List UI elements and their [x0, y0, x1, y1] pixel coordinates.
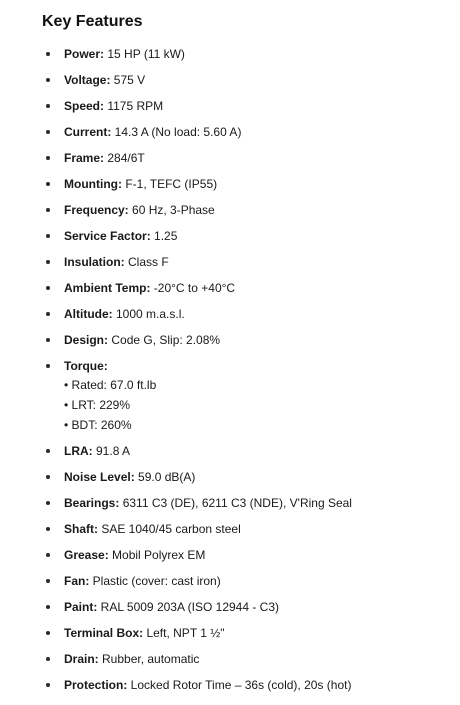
- feature-value: Class F: [124, 255, 169, 269]
- feature-item-insulation: [42, 254, 460, 270]
- torque-sub-item: • BDT: 260%: [64, 418, 132, 432]
- bullet-icon: [46, 286, 50, 290]
- feature-key: Fan:: [64, 574, 90, 588]
- feature-item-terminal-box: [42, 625, 460, 641]
- feature-item-paint: [42, 599, 460, 615]
- bullet-icon: [46, 553, 50, 557]
- bullet-icon: [46, 449, 50, 453]
- feature-value: 284/6T: [104, 151, 145, 165]
- bullet-icon: [46, 527, 50, 531]
- feature-value: 1000 m.a.s.l.: [112, 307, 185, 321]
- feature-value: Left, NPT 1 ½": [143, 626, 225, 640]
- feature-value: Mobil Polyrex EM: [108, 548, 206, 562]
- bullet-icon: [46, 130, 50, 134]
- feature-key: Drain:: [64, 652, 99, 666]
- bullet-icon: [46, 605, 50, 609]
- feature-key: Altitude:: [64, 307, 113, 321]
- feature-key: Power:: [64, 47, 105, 61]
- feature-item-current: [42, 124, 460, 140]
- feature-key: Grease:: [64, 548, 109, 562]
- feature-item-lra: [42, 443, 460, 459]
- feature-key: Frame:: [64, 151, 105, 165]
- feature-value: Locked Rotor Time – 36s (cold), 20s (hot): [127, 678, 352, 692]
- feature-key: Frequency:: [64, 203, 129, 217]
- feature-value: 59.0 dB(A): [134, 470, 196, 484]
- feature-item-torque: [42, 358, 460, 433]
- bullet-icon: [46, 234, 50, 238]
- feature-list: [42, 46, 460, 693]
- feature-item-frame: [42, 150, 460, 166]
- bullet-icon: [46, 78, 50, 82]
- bullet-icon: [46, 683, 50, 687]
- feature-item-mounting: [42, 176, 460, 192]
- feature-key: Paint:: [64, 600, 98, 614]
- feature-value: 1.25: [150, 229, 178, 243]
- bullet-icon: [46, 475, 50, 479]
- feature-item-noise-level: [42, 469, 460, 485]
- bullet-icon: [46, 156, 50, 160]
- bullet-icon: [46, 312, 50, 316]
- feature-item-service-factor: [42, 228, 460, 244]
- feature-item-fan: [42, 573, 460, 589]
- feature-key: Insulation:: [64, 255, 125, 269]
- feature-item-power: [42, 46, 460, 62]
- feature-key: Service Factor:: [64, 229, 151, 243]
- bullet-icon: [46, 501, 50, 505]
- feature-key: Terminal Box:: [64, 626, 144, 640]
- bullet-icon: [46, 657, 50, 661]
- feature-item-ambient-temp: [42, 280, 460, 296]
- bullet-icon: [46, 364, 50, 368]
- feature-key: Torque:: [64, 359, 108, 373]
- bullet-icon: [46, 631, 50, 635]
- bullet-icon: [46, 260, 50, 264]
- feature-key: Protection:: [64, 678, 128, 692]
- bullet-icon: [46, 104, 50, 108]
- feature-key: Design:: [64, 333, 109, 347]
- feature-item-design: [42, 332, 460, 348]
- feature-key: Current:: [64, 125, 112, 139]
- feature-value: 6311 C3 (DE), 6211 C3 (NDE), V'Ring Seal: [119, 496, 352, 510]
- feature-value: Code G, Slip: 2.08%: [108, 333, 221, 347]
- feature-key: LRA:: [64, 444, 93, 458]
- feature-item-speed: [42, 98, 460, 114]
- feature-value: 14.3 A (No load: 5.60 A): [111, 125, 242, 139]
- feature-value: 575 V: [110, 73, 146, 87]
- feature-value: 91.8 A: [92, 444, 131, 458]
- feature-item-grease: [42, 547, 460, 563]
- feature-value: 1175 RPM: [104, 99, 164, 113]
- feature-key: Shaft:: [64, 522, 98, 536]
- bullet-icon: [46, 52, 50, 56]
- feature-key: Voltage:: [64, 73, 111, 87]
- feature-key: Noise Level:: [64, 470, 135, 484]
- feature-value: 60 Hz, 3-Phase: [128, 203, 215, 217]
- bullet-icon: [46, 208, 50, 212]
- section-heading: Key Features: [42, 13, 143, 30]
- bullet-icon: [46, 338, 50, 342]
- feature-key: Bearings:: [64, 496, 120, 510]
- feature-item-drain: [42, 651, 460, 667]
- feature-key: Speed:: [64, 99, 105, 113]
- feature-value: 15 HP (11 kW): [104, 47, 185, 61]
- feature-item-bearings: [42, 495, 460, 511]
- feature-item-protection: [42, 677, 460, 693]
- feature-item-shaft: [42, 521, 460, 537]
- torque-sub-list: [64, 377, 460, 433]
- feature-key: Mounting:: [64, 177, 122, 191]
- feature-value: Rubber, automatic: [98, 652, 200, 666]
- torque-sub-item: • LRT: 229%: [64, 398, 131, 412]
- feature-value: F-1, TEFC (IP55): [121, 177, 218, 191]
- feature-key: Ambient Temp:: [64, 281, 151, 295]
- feature-value: SAE 1040/45 carbon steel: [98, 522, 241, 536]
- feature-value: -20°C to +40°C: [150, 281, 236, 295]
- feature-item-altitude: [42, 306, 460, 322]
- torque-sub-item: • Rated: 67.0 ft.lb: [64, 378, 157, 392]
- bullet-icon: [46, 579, 50, 583]
- feature-value: Plastic (cover: cast iron): [89, 574, 221, 588]
- bullet-icon: [46, 182, 50, 186]
- feature-item-voltage: [42, 72, 460, 88]
- feature-value: RAL 5009 203A (ISO 12944 - C3): [97, 600, 280, 614]
- feature-item-frequency: [42, 202, 460, 218]
